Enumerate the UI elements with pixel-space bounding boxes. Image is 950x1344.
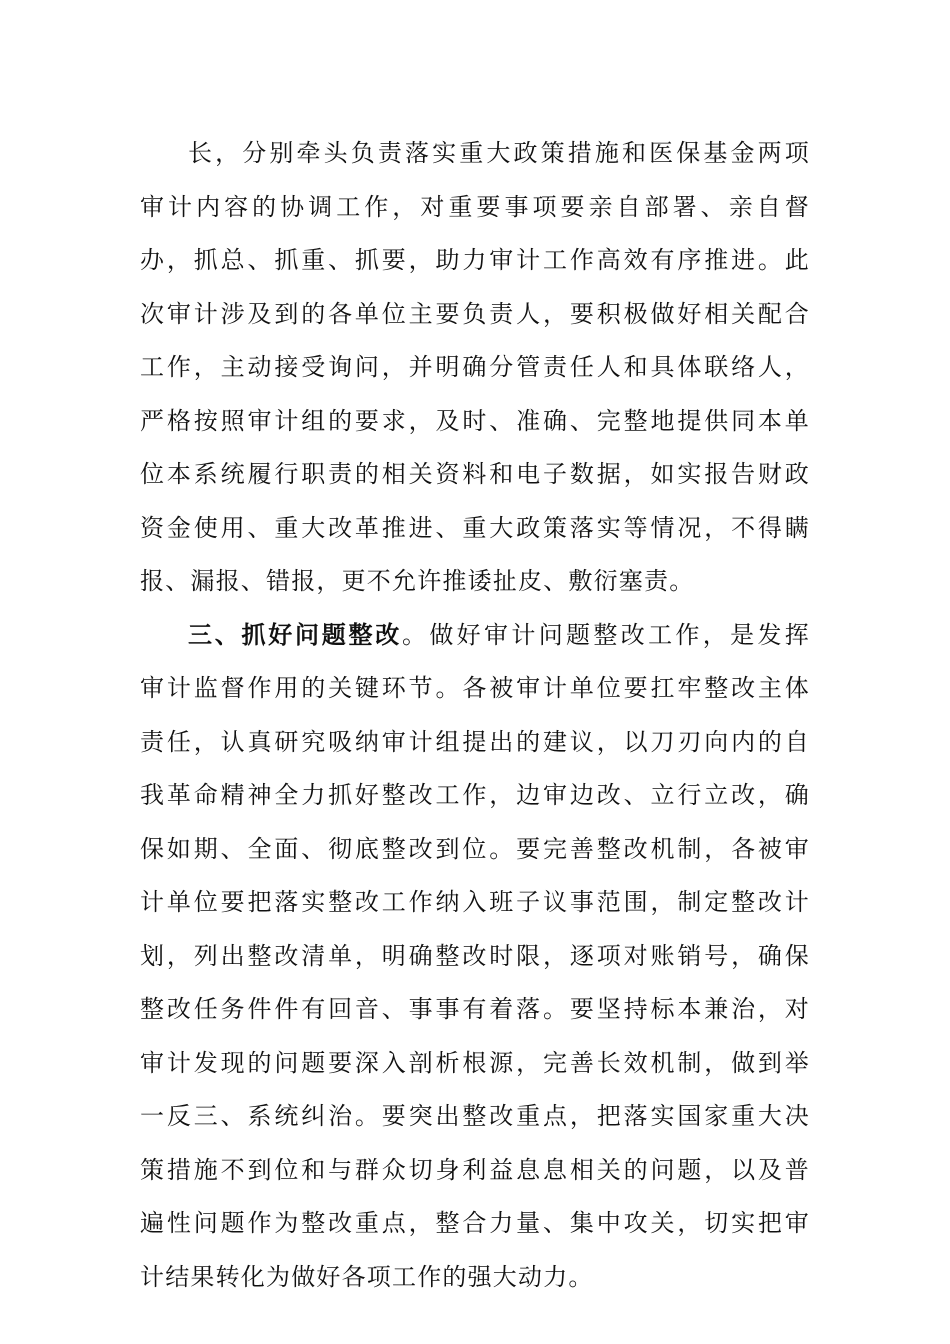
text-line: 长，分别牵头负责落实重大政策措施和医保基金两项 [188, 139, 810, 167]
text-line: 一反三、系统纠治。要突出整改重点，把落实国家重大决 [140, 1102, 810, 1130]
text-line: 策措施不到位和与群众切身利益息息相关的问题，以及普 [140, 1155, 810, 1184]
text-line: 审计监督作用的关键环节。各被审计单位要扛牢整改主体 [140, 674, 810, 702]
section-three-paragraph [140, 609, 810, 1305]
text-line: 资金使用、重大改革推进、重大政策落实等情况，不得瞒 [140, 513, 810, 542]
text-line: 责任，认真研究吸纳审计组提出的建议，以刀刃向内的自 [140, 727, 810, 756]
text-line: 计结果转化为做好各项工作的强大动力。 [140, 1262, 594, 1291]
text-line: 工作，主动接受询问，并明确分管责任人和具体联络人， [140, 353, 810, 381]
text-line: 整改任务件件有回音、事事有着落。要坚持标本兼治，对 [140, 995, 810, 1023]
section-heading: 三、抓好问题整改 [188, 620, 402, 649]
text-line: 位本系统履行职责的相关资料和电子数据，如实报告财政 [140, 460, 810, 488]
text-line: 报、漏报、错报，更不允许推诿扯皮、敷衍塞责。 [140, 567, 695, 595]
text-line: 划，列出整改清单，明确整改时限，逐项对账销号，确保 [140, 941, 810, 970]
text-line: 我革命精神全力抓好整改工作，边审边改、立行立改，确 [140, 781, 810, 809]
text-line: 审计内容的协调工作，对重要事项要亲自部署、亲自督 [140, 192, 810, 221]
text-line: 严格按照审计组的要求，及时、准确、完整地提供同本单 [140, 406, 810, 435]
text-line: 保如期、全面、彻底整改到位。要完善整改机制，各被审 [140, 834, 810, 863]
text-line: 遍性问题作为整改重点，整合力量、集中攻关，切实把审 [140, 1209, 810, 1237]
text-line: 办，抓总、抓重、抓要，助力审计工作高效有序推进。此 [140, 246, 810, 274]
text-line: 次审计涉及到的各单位主要负责人，要积极做好相关配合 [140, 299, 810, 328]
section-heading-continuation: 。做好审计问题整改工作，是发挥 [401, 620, 810, 649]
paragraph-continuation [140, 127, 810, 609]
text-line: 计单位要把落实整改工作纳入班子议事范围，制定整改计 [140, 888, 810, 916]
text-line: 审计发现的问题要深入剖析根源，完善长效机制，做到举 [140, 1048, 810, 1077]
document-body [140, 127, 810, 1304]
section-three-first-line [140, 609, 810, 663]
